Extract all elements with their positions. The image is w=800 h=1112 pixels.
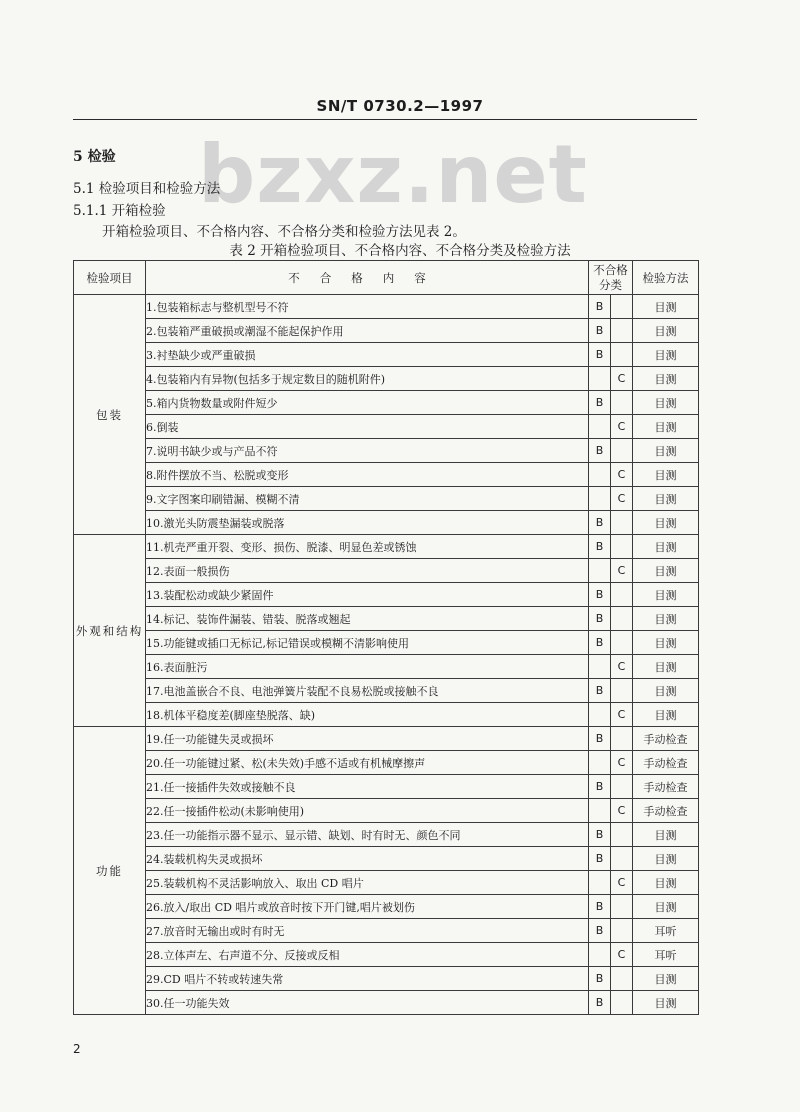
inspection-method: 目测 — [633, 967, 699, 991]
class-c: C — [611, 559, 633, 583]
table-row — [74, 607, 699, 631]
subsection-5-1-1: 5.1.1 开箱检验 — [73, 203, 166, 219]
inspection-method: 目测 — [633, 463, 699, 487]
class-b: B — [589, 895, 611, 919]
table-row — [74, 727, 699, 751]
table-row — [74, 919, 699, 943]
class-b: B — [589, 295, 611, 319]
class-b: B — [589, 631, 611, 655]
defect-content: 4.包装箱内有异物(包括多于规定数目的随机附件) — [146, 367, 589, 391]
defect-content: 10.激光头防震垫漏装或脱落 — [146, 511, 589, 535]
header-rule — [73, 119, 697, 120]
table-row — [74, 991, 699, 1015]
defect-content: 11.机壳严重开裂、变形、损伤、脱漆、明显色差或锈蚀 — [146, 535, 589, 559]
class-c: C — [611, 703, 633, 727]
table-row — [74, 679, 699, 703]
page-number: 2 — [73, 1042, 81, 1056]
table-header-row — [74, 261, 699, 295]
defect-content: 7.说明书缺少或与产品不符 — [146, 439, 589, 463]
class-b: B — [589, 967, 611, 991]
table-row — [74, 295, 699, 319]
table-row — [74, 559, 699, 583]
watermark: bzxz.net — [198, 128, 588, 221]
class-b — [589, 871, 611, 895]
defect-content: 13.装配松动或缺少紧固件 — [146, 583, 589, 607]
table-row — [74, 415, 699, 439]
inspection-method: 目测 — [633, 559, 699, 583]
defect-content: 23.任一功能指示器不显示、显示错、缺划、时有时无、颜色不同 — [146, 823, 589, 847]
class-c — [611, 775, 633, 799]
class-c: C — [611, 871, 633, 895]
inspection-method: 目测 — [633, 319, 699, 343]
inspection-method: 耳听 — [633, 943, 699, 967]
inspection-method: 目测 — [633, 895, 699, 919]
intro-paragraph: 开箱检验项目、不合格内容、不合格分类和检验方法见表 2。 — [102, 224, 466, 240]
table-row — [74, 943, 699, 967]
class-c — [611, 583, 633, 607]
class-b: B — [589, 391, 611, 415]
defect-content: 22.任一接插件松动(未影响使用) — [146, 799, 589, 823]
inspection-method: 目测 — [633, 871, 699, 895]
table-row — [74, 535, 699, 559]
table-row — [74, 703, 699, 727]
table-row — [74, 847, 699, 871]
table-row — [74, 823, 699, 847]
header-item: 检验项目 — [74, 261, 146, 295]
defect-content: 9.文字图案印刷错漏、模糊不清 — [146, 487, 589, 511]
class-b: B — [589, 535, 611, 559]
inspection-method: 目测 — [633, 391, 699, 415]
class-c — [611, 727, 633, 751]
group-name: 功能 — [74, 727, 146, 1015]
table-row — [74, 871, 699, 895]
table-caption: 表 2 开箱检验项目、不合格内容、不合格分类及检验方法 — [229, 243, 571, 259]
defect-content: 15.功能键或插口无标记,标记错误或模糊不清影响使用 — [146, 631, 589, 655]
class-b — [589, 559, 611, 583]
defect-content: 21.任一接插件失效或接触不良 — [146, 775, 589, 799]
inspection-method: 耳听 — [633, 919, 699, 943]
table-row — [74, 463, 699, 487]
class-b — [589, 751, 611, 775]
class-c: C — [611, 655, 633, 679]
class-b: B — [589, 991, 611, 1015]
group-name: 外观和结构 — [74, 535, 146, 727]
inspection-method: 目测 — [633, 823, 699, 847]
defect-content: 30.任一功能失效 — [146, 991, 589, 1015]
inspection-method: 目测 — [633, 367, 699, 391]
defect-content: 8.附件摆放不当、松脱或变形 — [146, 463, 589, 487]
inspection-method: 目测 — [633, 607, 699, 631]
inspection-table — [73, 260, 699, 1015]
inspection-method: 目测 — [633, 583, 699, 607]
inspection-method: 目测 — [633, 535, 699, 559]
class-c — [611, 967, 633, 991]
class-b: B — [589, 319, 611, 343]
table-body — [74, 295, 699, 1015]
inspection-method: 手动检查 — [633, 775, 699, 799]
defect-content: 20.任一功能键过紧、松(未失效)手感不适或有机械摩擦声 — [146, 751, 589, 775]
class-b: B — [589, 727, 611, 751]
defect-content: 3.衬垫缺少或严重破损 — [146, 343, 589, 367]
inspection-method: 目测 — [633, 991, 699, 1015]
table-row — [74, 319, 699, 343]
inspection-method: 目测 — [633, 511, 699, 535]
class-b: B — [589, 823, 611, 847]
table-row — [74, 751, 699, 775]
table-row — [74, 631, 699, 655]
class-b — [589, 415, 611, 439]
table-row — [74, 655, 699, 679]
inspection-method: 目测 — [633, 295, 699, 319]
table-row — [74, 799, 699, 823]
defect-content: 2.包装箱严重破损或潮湿不能起保护作用 — [146, 319, 589, 343]
inspection-method: 手动检查 — [633, 799, 699, 823]
class-c: C — [611, 367, 633, 391]
class-c — [611, 895, 633, 919]
inspection-method: 目测 — [633, 847, 699, 871]
defect-content: 17.电池盖嵌合不良、电池弹簧片装配不良易松脱或接触不良 — [146, 679, 589, 703]
class-b: B — [589, 583, 611, 607]
class-c — [611, 511, 633, 535]
class-b: B — [589, 775, 611, 799]
class-c — [611, 847, 633, 871]
class-c — [611, 631, 633, 655]
defect-content: 19.任一功能键失灵或损坏 — [146, 727, 589, 751]
defect-content: 12.表面一般损伤 — [146, 559, 589, 583]
class-c — [611, 607, 633, 631]
table-row — [74, 391, 699, 415]
defect-content: 5.箱内货物数量或附件短少 — [146, 391, 589, 415]
standard-code-header: SN/T 0730.2—1997 — [316, 97, 484, 115]
defect-content: 18.机体平稳度差(脚座垫脱落、缺) — [146, 703, 589, 727]
class-c: C — [611, 799, 633, 823]
defect-content: 1.包装箱标志与整机型号不符 — [146, 295, 589, 319]
class-c — [611, 343, 633, 367]
table-row — [74, 895, 699, 919]
subsection-5-1: 5.1 检验项目和检验方法 — [73, 181, 221, 197]
class-b: B — [589, 679, 611, 703]
class-b — [589, 367, 611, 391]
class-c — [611, 823, 633, 847]
defect-content: 29.CD 唱片不转或转速失常 — [146, 967, 589, 991]
header-method: 检验方法 — [633, 261, 699, 295]
class-b — [589, 463, 611, 487]
class-c — [611, 319, 633, 343]
class-c — [611, 295, 633, 319]
class-b: B — [589, 919, 611, 943]
table-row — [74, 583, 699, 607]
class-b — [589, 943, 611, 967]
class-c — [611, 439, 633, 463]
class-c: C — [611, 751, 633, 775]
table-row — [74, 775, 699, 799]
class-c — [611, 391, 633, 415]
defect-content: 16.表面脏污 — [146, 655, 589, 679]
table-row — [74, 487, 699, 511]
defect-content: 6.倒装 — [146, 415, 589, 439]
inspection-method: 目测 — [633, 415, 699, 439]
defect-content: 26.放入/取出 CD 唱片或放音时按下开门键,唱片被划伤 — [146, 895, 589, 919]
class-b: B — [589, 439, 611, 463]
defect-content: 24.装载机构失灵或损坏 — [146, 847, 589, 871]
inspection-method: 目测 — [633, 487, 699, 511]
table-row — [74, 367, 699, 391]
class-b — [589, 703, 611, 727]
defect-content: 28.立体声左、右声道不分、反接或反相 — [146, 943, 589, 967]
table-row — [74, 967, 699, 991]
inspection-method: 目测 — [633, 343, 699, 367]
section-heading: 5 检验 — [73, 149, 116, 165]
defect-content: 25.装载机构不灵活影响放入、取出 CD 唱片 — [146, 871, 589, 895]
class-c: C — [611, 943, 633, 967]
inspection-method: 目测 — [633, 703, 699, 727]
inspection-method: 手动检查 — [633, 751, 699, 775]
class-b: B — [589, 847, 611, 871]
class-b: B — [589, 343, 611, 367]
defect-content: 27.放音时无输出或时有时无 — [146, 919, 589, 943]
inspection-method: 目测 — [633, 631, 699, 655]
class-b — [589, 487, 611, 511]
class-c — [611, 919, 633, 943]
class-b: B — [589, 511, 611, 535]
class-c: C — [611, 487, 633, 511]
inspection-method: 目测 — [633, 679, 699, 703]
class-c: C — [611, 463, 633, 487]
group-name: 包装 — [74, 295, 146, 535]
defect-content: 14.标记、装饰件漏装、错装、脱落或翘起 — [146, 607, 589, 631]
class-b — [589, 799, 611, 823]
class-b — [589, 655, 611, 679]
class-c — [611, 535, 633, 559]
inspection-method: 目测 — [633, 439, 699, 463]
class-b: B — [589, 607, 611, 631]
header-class: 不合格分类 — [589, 261, 633, 295]
class-c: C — [611, 415, 633, 439]
class-c — [611, 991, 633, 1015]
inspection-method: 目测 — [633, 655, 699, 679]
class-c — [611, 679, 633, 703]
table-row — [74, 511, 699, 535]
table-row — [74, 439, 699, 463]
inspection-method: 手动检查 — [633, 727, 699, 751]
table-row — [74, 343, 699, 367]
header-content: 不合格内容 — [146, 261, 589, 295]
